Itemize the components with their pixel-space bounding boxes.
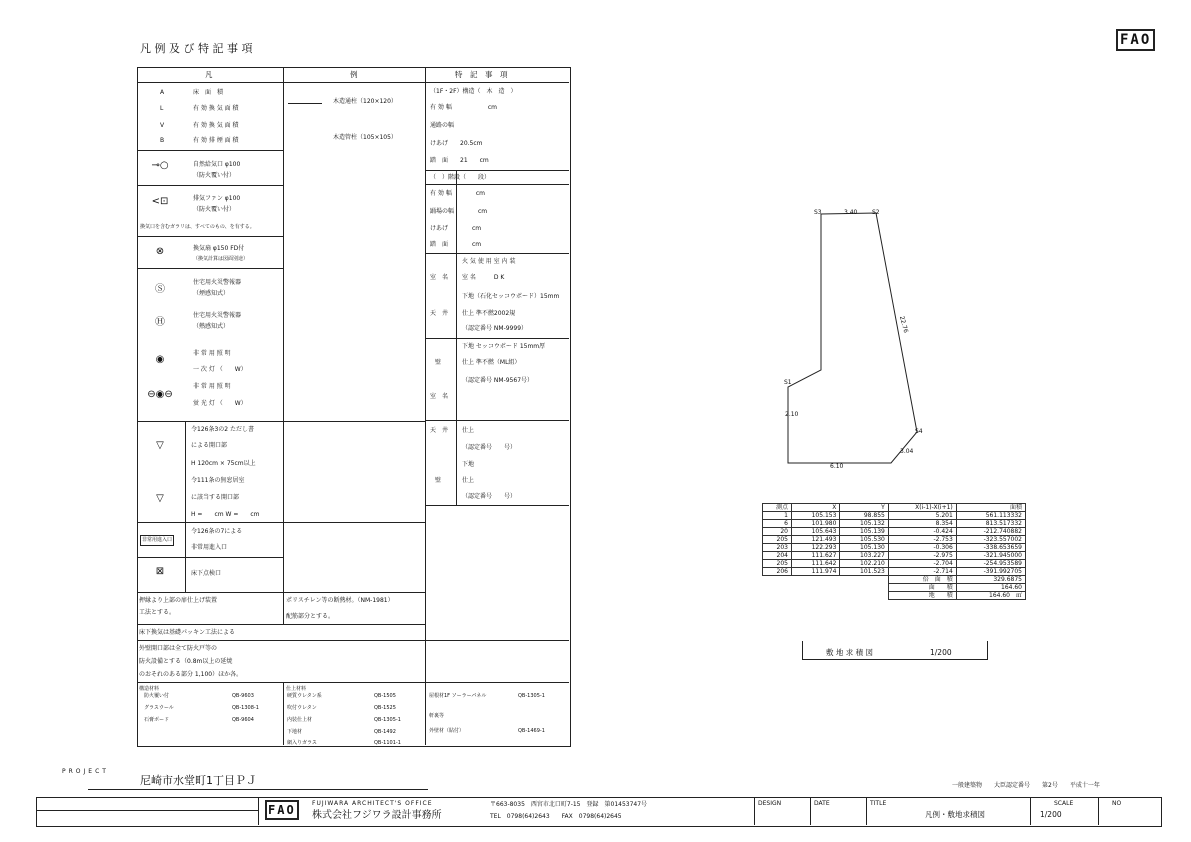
legend-col-desc: 例 — [350, 70, 358, 79]
art111-line3: H = cm W = cm — [191, 511, 260, 518]
mat-r0-c5: QB-1305-1 — [518, 693, 545, 699]
spec-row-8: けあげ cm — [430, 225, 482, 232]
mat-r1-c4: 軒裏等 — [429, 713, 445, 719]
art126-line1: 令126条3の2 ただし書 — [191, 426, 254, 433]
ceiling-note2: 配筋部分とする。 — [286, 613, 335, 620]
coord-cell: -391.992705 — [956, 568, 1025, 576]
mat-r3-c2: 下地材 — [287, 729, 303, 735]
coord-cell: 地 積 — [888, 592, 956, 600]
exhaust-fan-icon: <⊡ — [151, 196, 169, 207]
date-label: DATE — [814, 800, 830, 807]
site-title: 敷 地 求 積 図 — [826, 648, 874, 657]
spec-row-5: （ ）階段（ 段） — [430, 174, 491, 181]
site-point-s1: S1 — [784, 379, 792, 386]
air-inlet-icon: ⊸○ — [151, 160, 169, 171]
floor-note-line2: 工法とする。 — [139, 609, 176, 616]
coord-cell: -2.975 — [888, 552, 956, 560]
project-label: PROJECT — [62, 768, 109, 775]
area-sym-b: B — [160, 137, 165, 144]
scale-label: SCALE — [1054, 800, 1074, 807]
site-point-s2: S2 — [872, 209, 880, 216]
coord-cell: 105.153 — [791, 512, 839, 520]
company-address: 〒663-8035 西宮市北口町7-15 登録 第01453747号 — [490, 801, 648, 808]
spec-side-1: 天 井 — [430, 310, 449, 317]
coord-cell: 105.643 — [791, 528, 839, 536]
spec-row-12: 下地（石化セッコウボード）15mm — [462, 293, 560, 300]
coord-cell: -2.714 — [888, 568, 956, 576]
exterior-line3: のおそれのある部分 1,100）ほか各。 — [139, 671, 243, 678]
coord-head-0: 測点 — [763, 504, 792, 512]
emerg-light2-line1: 非 常 用 照 明 — [193, 383, 231, 390]
coord-cell: 813.517332 — [956, 520, 1025, 528]
floor-hatch-icon: ⊠ — [155, 566, 165, 577]
spec-row-13: 仕上 準不燃2002規 — [462, 310, 516, 317]
coord-cell: 111.627 — [791, 552, 839, 560]
mat-r0-c1: QB-9603 — [232, 693, 254, 699]
exterior-line1: 外壁開口部は全て防火戸等の — [139, 645, 218, 652]
coord-cell: 面 積 — [888, 584, 956, 592]
coord-cell: -323.557002 — [956, 536, 1025, 544]
coord-cell: 206 — [763, 568, 792, 576]
legend-col-spec: 特 記 事 項 — [455, 70, 508, 79]
coord-cell: 103.227 — [840, 552, 888, 560]
mat-r2-c3: QB-1305-1 — [374, 717, 401, 723]
area-label-b: 有 効 排 煙 面 積 — [193, 137, 239, 144]
area-sym-v: V — [160, 122, 165, 129]
coord-head-4: 面積 — [956, 504, 1025, 512]
floor-note-line1: 押縁より上部の扉仕上げ装置 — [139, 597, 218, 604]
mat-r0-c3: QB-1505 — [374, 693, 396, 699]
area-sym-a: A — [160, 89, 165, 96]
art126-line2: による開口部 — [191, 442, 228, 449]
spec-row-11: 室 名 D K — [462, 274, 505, 281]
legend-title: 凡 例 及 び 特 記 事 項 — [140, 42, 253, 55]
area-label-a: 床 面 積 — [193, 89, 224, 96]
smoke-alarm-icon: Ⓢ — [155, 284, 165, 295]
spec-row-1: 有 効 幅 cm — [430, 104, 497, 111]
exterior-line2: 防火設備とする（0.8m以上の延焼 — [139, 658, 233, 665]
coord-cell: 6 — [763, 520, 792, 528]
coord-cell: 561.113332 — [956, 512, 1025, 520]
vent2-line1: 排気ファン φ100 — [193, 195, 241, 202]
mat-r0-c4: 屋根材1F ソーラーパネル — [429, 693, 487, 699]
materials-head-1: 構造材料 — [139, 686, 160, 692]
area-label-v: 有 効 換 気 面 積 — [193, 122, 239, 129]
coord-cell: 101.980 — [791, 520, 839, 528]
coord-cell: 102.210 — [840, 560, 888, 568]
spec-row-10: 火 気 使 用 室 内 装 — [462, 258, 516, 265]
column-line-icon — [288, 103, 322, 104]
coord-cell: -212.740882 — [956, 528, 1025, 536]
site-dim-bottom: 6.10 — [830, 463, 844, 470]
spec-row-16: 仕上 準不燃（ML組） — [462, 359, 521, 366]
coord-cell — [763, 576, 889, 584]
spec-row-6: 有 効 幅 cm — [430, 190, 485, 197]
coord-cell: 1 — [763, 512, 792, 520]
spec-row-20: 下地 — [462, 461, 475, 468]
coord-cell: 111.974 — [791, 568, 839, 576]
smoke-alarm-line2: （煙感知式） — [193, 290, 230, 297]
spec-row-4: 踏 面 21 cm — [430, 157, 489, 164]
emerg-light2-line2: 蛍 光 灯 （ W） — [193, 400, 247, 407]
art111-line1: 令111条の無窓居室 — [191, 477, 245, 484]
site-point-s4: S4 — [915, 428, 923, 435]
company-tel: TEL 0798(64)2643 FAX 0798(64)2645 — [490, 813, 622, 820]
heat-alarm-line1: 住宅用火災警報器 — [193, 312, 242, 319]
coord-cell: 98.855 — [840, 512, 888, 520]
vent2-line2: （防火覆い付） — [193, 206, 236, 213]
coord-cell: -254.953589 — [956, 560, 1025, 568]
mat-r4-c2: 網入りガラス — [287, 740, 317, 746]
site-dim-corner: 3.04 — [900, 448, 914, 455]
art126b-line2: 非常用進入口 — [191, 544, 228, 551]
coord-cell — [763, 592, 889, 600]
emergency-fluorescent-icon: ⊖◉⊖ — [147, 389, 173, 400]
coord-cell: -0.306 — [888, 544, 956, 552]
spec-side-3: 室 名 — [430, 393, 449, 400]
coord-cell: 205 — [763, 536, 792, 544]
coord-cell: 164.60 ㎡ — [956, 592, 1025, 600]
coord-cell: 105.530 — [840, 536, 888, 544]
coord-cell: 329.6875 — [956, 576, 1025, 584]
coord-cell: 101.523 — [840, 568, 888, 576]
mat-r2-c0: 石膏ボード — [144, 717, 170, 723]
coord-cell: 121.493 — [791, 536, 839, 544]
vent1-line1: 自然給気口 φ100 — [193, 161, 241, 168]
spec-row-22: （認定番号 号） — [462, 493, 517, 500]
logo: FAO — [1116, 29, 1155, 51]
exhaust-line1: 換気扇 φ150 FD付 — [193, 245, 245, 252]
mat-r1-c1: QB-1308-1 — [232, 705, 259, 711]
mat-r1-c2: 吹付ウレタン — [287, 705, 317, 711]
art126-line3: H 120cm × 75cm以上 — [191, 460, 256, 467]
spec-side-4: 天 井 — [430, 427, 449, 434]
coord-cell: 5.201 — [888, 512, 956, 520]
art111-line2: に該当する開口部 — [191, 494, 240, 501]
spec-side-2: 壁 — [435, 359, 442, 366]
emerg-light1-line2: 一 次 灯 （ W） — [193, 366, 247, 373]
title-label: TITLE — [870, 800, 887, 807]
heat-alarm-line2: （熱感知式） — [193, 323, 230, 330]
coord-cell: 105.130 — [840, 544, 888, 552]
spec-row-2: 通路の幅 — [430, 122, 455, 129]
mat-r1-c0: グラスウール — [144, 705, 174, 711]
mat-r3-c3: QB-1492 — [374, 729, 396, 735]
spec-row-0: （1F・2F）構造（ 木 造 ） — [430, 88, 517, 95]
coord-cell: 164.60 — [956, 584, 1025, 592]
mat-r4-c3: QB-1101-1 — [374, 740, 401, 746]
coord-cell: 205 — [763, 560, 792, 568]
coord-cell: -2.753 — [888, 536, 956, 544]
site-scale: 1/200 — [930, 648, 952, 657]
coord-cell: -0.424 — [888, 528, 956, 536]
site-dim-left: 2.10 — [785, 411, 799, 418]
area-label-l: 有 効 換 気 面 積 — [193, 105, 239, 112]
mat-r2-c4: 外壁材（貼付） — [429, 728, 465, 734]
spec-row-17: （認定番号 NM-9567号） — [462, 377, 534, 384]
company-logo: FAO — [265, 800, 299, 820]
coord-cell: -338.653659 — [956, 544, 1025, 552]
smoke-alarm-line1: 住宅用火災警報器 — [193, 279, 242, 286]
column-note-2: 木造管柱（105×105） — [333, 134, 397, 141]
footer-note: 一般建築物 大臣認定番号 第2号 平成十一年 — [952, 782, 1100, 789]
ventilation-fan-icon: ⊗ — [155, 246, 165, 257]
coord-head-1: X — [791, 504, 839, 512]
mat-r2-c2: 内装仕上材 — [287, 717, 313, 723]
design-label: DESIGN — [758, 800, 782, 807]
spec-row-9: 踏 面 cm — [430, 241, 482, 248]
coord-cell: 111.642 — [791, 560, 839, 568]
exhaust-line2: （換気計算は図面別途） — [193, 256, 249, 262]
coord-head-2: Y — [840, 504, 888, 512]
spec-side-5: 壁 — [435, 477, 442, 484]
coord-head-3: X(i-1)-X(i+1) — [888, 504, 956, 512]
mat-r0-c0: 防火覆い付 — [144, 693, 170, 699]
emergency-light-icon: ◉ — [155, 354, 165, 365]
site-dim-right: 22.76 — [897, 315, 910, 334]
coord-cell: -2.704 — [888, 560, 956, 568]
coord-cell: 105.139 — [840, 528, 888, 536]
emergency-entrance-icon: 非常用進入口 — [140, 535, 174, 546]
mat-r1-c3: QB-1525 — [374, 705, 396, 711]
coord-cell: -321.945000 — [956, 552, 1025, 560]
scale-value: 1/200 — [1040, 810, 1062, 819]
site-point-s3: S3 — [814, 209, 822, 216]
coord-cell: 105.132 — [840, 520, 888, 528]
coord-cell: 122.293 — [791, 544, 839, 552]
spec-side-0: 室 名 — [430, 274, 449, 281]
coord-cell: 204 — [763, 552, 792, 560]
mat-r2-c1: QB-9604 — [232, 717, 254, 723]
vent-note: 換気口を含むガラリは、すべてのもの、を有する。 — [140, 224, 255, 230]
coord-cell: 倍 面 積 — [888, 576, 956, 584]
site-dim-top: 3.40 — [844, 209, 858, 216]
column-note-1: 木造通柱（120×120） — [333, 98, 397, 105]
project-name: 尼崎市水堂町1丁目ＰＪ — [140, 774, 257, 787]
drawing-title: 凡例・敷地求積図 — [925, 810, 985, 819]
spec-row-7: 踊場の幅 cm — [430, 208, 488, 215]
vent1-line2: （防火覆い付） — [193, 172, 236, 179]
heat-alarm-icon: Ⓗ — [155, 317, 165, 328]
mat-r0-c2: 硬質ウレタン系 — [287, 693, 322, 699]
coord-cell: 8.354 — [888, 520, 956, 528]
emerg-light1-line1: 非 常 用 照 明 — [193, 350, 231, 357]
spec-row-14: （認定番号 NM-9999） — [462, 325, 528, 332]
under-note: 床下換気は基礎パッキン工法による — [139, 629, 235, 636]
coord-cell — [763, 584, 889, 592]
floor-hatch-label: 床下点検口 — [191, 570, 222, 577]
coord-cell: 20 — [763, 528, 792, 536]
art126b-line1: 令126条の7による — [191, 528, 243, 535]
opening-126-icon: ▽ — [156, 440, 164, 451]
company-jp: 株式会社フジワラ設計事務所 — [312, 810, 442, 821]
opening-111-icon: ▽ — [156, 493, 164, 504]
company-en: FUJIWARA ARCHITECT'S OFFICE — [312, 800, 433, 807]
coord-cell: 203 — [763, 544, 792, 552]
legend-col-symbol: 凡 — [205, 70, 213, 79]
area-sym-l: L — [160, 105, 164, 112]
coordinate-table — [762, 503, 1026, 600]
ceiling-note: ポリスチレン等の断熱材。（NM-1981） — [286, 597, 394, 604]
spec-row-19: （認定番号 号） — [462, 444, 517, 451]
spec-row-3: けあげ 20.5cm — [430, 140, 483, 147]
no-label: NO — [1112, 800, 1122, 807]
materials-head-2: 仕上材料 — [286, 686, 307, 692]
site-plan-drawing — [770, 200, 950, 480]
spec-row-18: 仕上 — [462, 427, 475, 434]
mat-r2-c5: QB-1469-1 — [518, 728, 545, 734]
spec-row-15: 下地 セッコウボード 15mm厚 — [462, 343, 546, 350]
spec-row-21: 仕上 — [462, 477, 475, 484]
